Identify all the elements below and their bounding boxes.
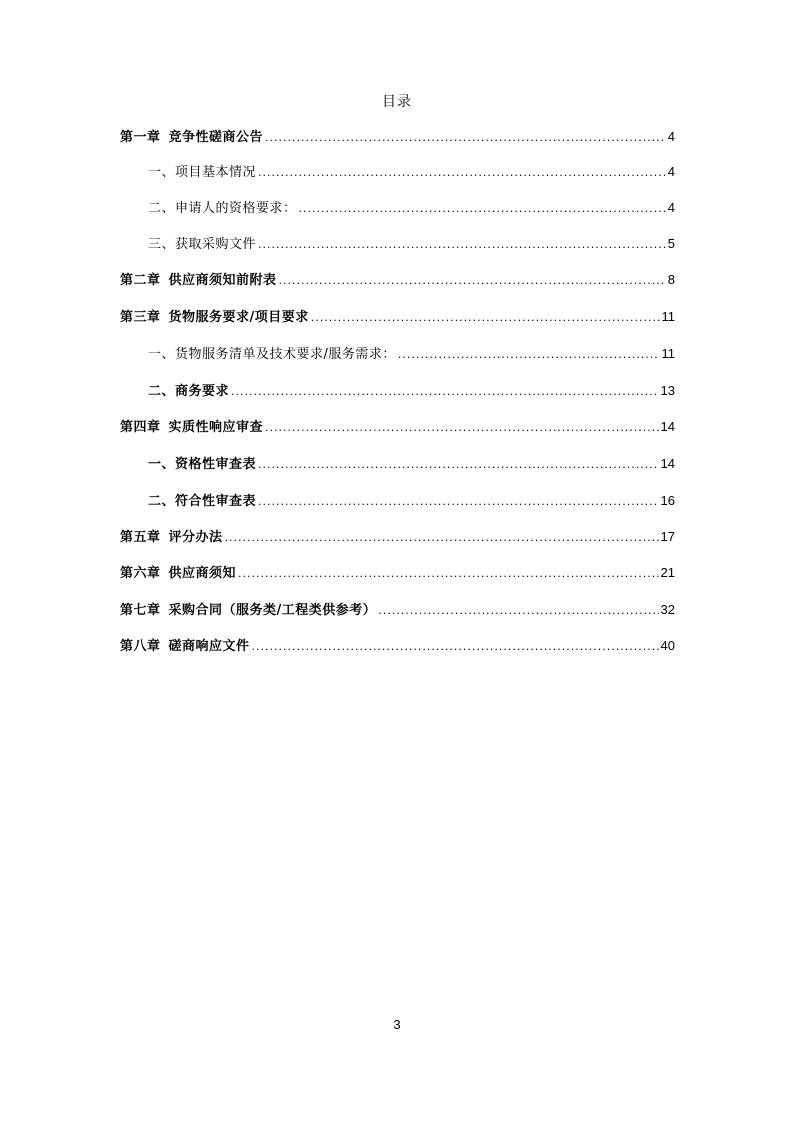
toc-entry-1-3[interactable] [120, 234, 675, 254]
page-number: 17 [660, 529, 675, 544]
entry-label: 一、货物服务清单及技术要求/服务需求： [148, 347, 396, 362]
chapter-number: 第八章 [120, 639, 161, 654]
toc-entry-1-2[interactable] [120, 198, 675, 218]
toc-entry-chapter-2[interactable] [120, 270, 675, 290]
chapter-number: 第七章 [120, 603, 161, 618]
page-number: 4 [667, 164, 675, 179]
entry-label: 二、符合性审查表 [148, 494, 257, 509]
dot-leader [258, 163, 666, 183]
page-number: 16 [660, 493, 675, 508]
dot-leader [258, 235, 666, 255]
toc-entry-3-1[interactable] [120, 344, 675, 364]
entry-label: 实质性响应审查 [168, 420, 264, 435]
entry-label: 磋商响应文件 [168, 639, 250, 654]
toc-entry-4-1[interactable] [120, 454, 675, 474]
dot-leader [225, 528, 659, 548]
dot-leader [252, 637, 659, 657]
entry-label: 采购合同（服务类/工程类供参考） [168, 603, 377, 618]
chapter-number: 第一章 [120, 130, 161, 145]
chapter-number: 第六章 [120, 566, 161, 581]
toc-entry-chapter-4[interactable] [120, 417, 675, 437]
page-number: 4 [667, 129, 675, 144]
toc-entry-chapter-1[interactable] [120, 127, 675, 147]
toc-entry-1-1[interactable] [120, 162, 675, 182]
dot-leader [231, 382, 659, 402]
dot-leader [238, 564, 659, 584]
page-number: 11 [661, 309, 675, 324]
page-number: 14 [660, 419, 675, 434]
entry-label: 评分办法 [168, 530, 223, 545]
toc-entry-chapter-7[interactable] [120, 600, 675, 620]
dot-leader [311, 308, 660, 328]
toc-entry-3-2[interactable] [120, 381, 675, 401]
page-number: 11 [661, 346, 675, 361]
entry-label: 竞争性磋商公告 [168, 130, 264, 145]
dot-leader [398, 345, 660, 365]
page-number: 13 [660, 383, 675, 398]
page-number: 32 [660, 602, 675, 617]
toc-entry-chapter-8[interactable] [120, 636, 675, 656]
page-number: 14 [660, 456, 675, 471]
toc-entry-chapter-3[interactable] [120, 307, 675, 327]
entry-label: 供应商须知 [168, 566, 237, 581]
page-number: 21 [660, 565, 675, 580]
footer-page-number: 3 [393, 1017, 401, 1032]
dot-leader [299, 199, 666, 219]
dot-leader [258, 455, 659, 475]
entry-label: 二、申请人的资格要求： [148, 201, 297, 216]
page-number: 8 [667, 272, 675, 287]
entry-label: 三、获取采购文件 [148, 237, 257, 252]
entry-label: 一、资格性审查表 [148, 457, 257, 472]
dot-leader [378, 601, 658, 621]
toc-entry-chapter-5[interactable] [120, 527, 675, 547]
chapter-number: 第五章 [120, 530, 161, 545]
entry-label: 货物服务要求/项目要求 [168, 310, 309, 325]
chapter-number: 第三章 [120, 310, 161, 325]
toc-title: 目录 [382, 94, 412, 110]
toc-entry-chapter-6[interactable] [120, 563, 675, 583]
page-number: 4 [667, 200, 675, 215]
entry-label: 二、商务要求 [148, 384, 230, 399]
page-number: 40 [660, 638, 675, 653]
page-number: 5 [667, 236, 675, 251]
dot-leader [265, 418, 659, 438]
chapter-number: 第四章 [120, 420, 161, 435]
dot-leader [279, 271, 666, 291]
toc-entry-4-2[interactable] [120, 491, 675, 511]
entry-label: 一、项目基本情况 [148, 165, 257, 180]
entry-label: 供应商须知前附表 [168, 273, 277, 288]
dot-leader [258, 492, 659, 512]
dot-leader [265, 128, 666, 148]
chapter-number: 第二章 [120, 273, 161, 288]
